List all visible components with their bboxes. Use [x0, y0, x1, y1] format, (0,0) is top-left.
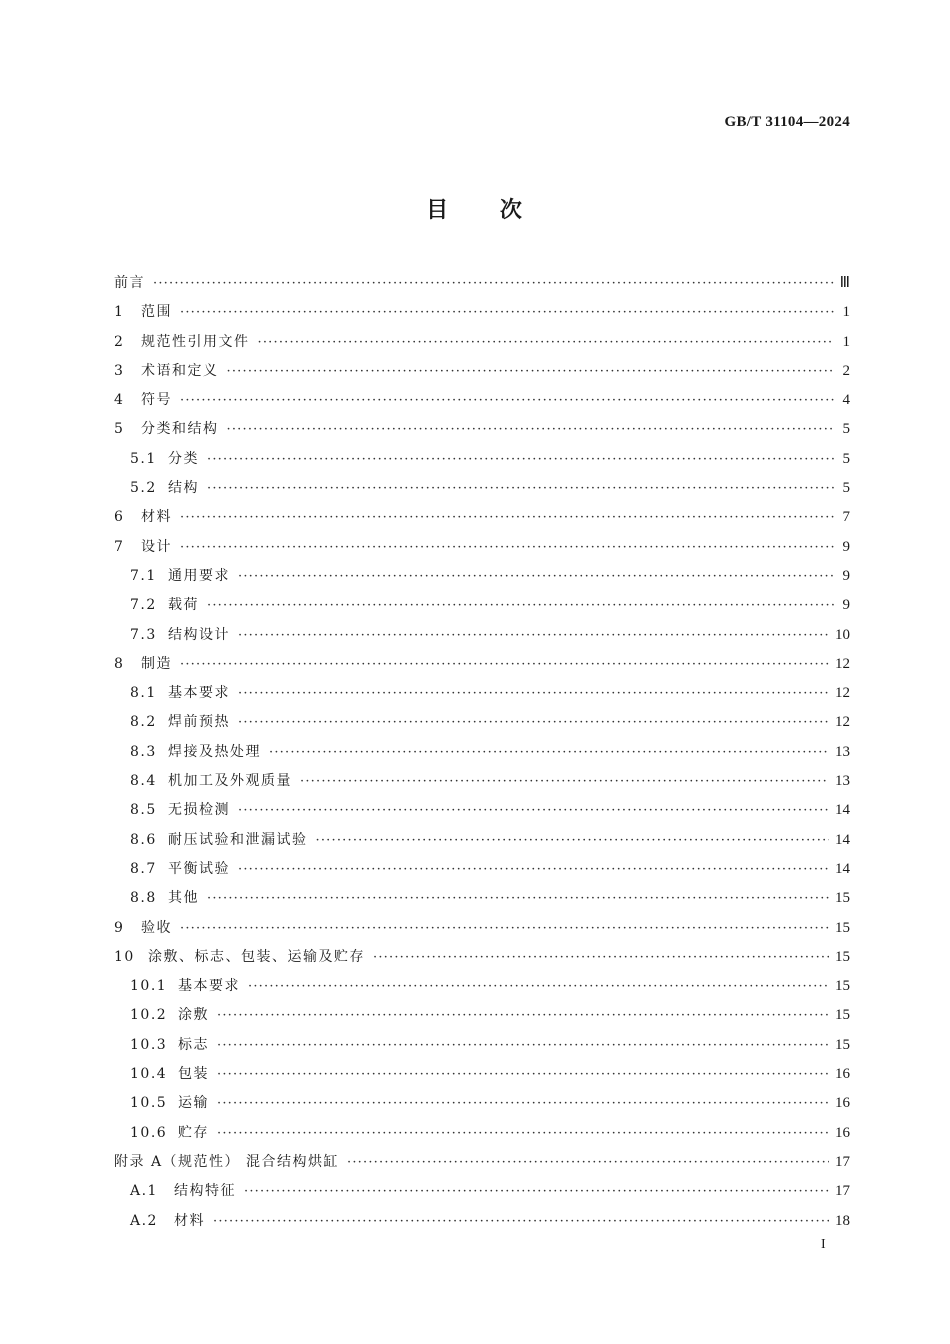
- toc-entry-label: 涂敷、标志、包装、运输及贮存: [148, 948, 365, 965]
- toc-entry[interactable]: [114, 650, 850, 679]
- toc-entry-label: 基本要求: [168, 685, 230, 702]
- toc-leader-dots: [207, 591, 834, 620]
- toc-entry-label: 规范性引用文件: [141, 333, 250, 350]
- toc-subentry[interactable]: [114, 591, 850, 620]
- toc-subentry[interactable]: [114, 1001, 850, 1030]
- toc-leader-dots: [153, 269, 834, 298]
- toc-subentry[interactable]: [114, 1177, 850, 1206]
- toc-entry-number: 3: [114, 362, 125, 379]
- toc-entry-page: 16: [835, 1124, 850, 1141]
- toc-entry-page: 14: [835, 860, 850, 877]
- toc-entry-page: 14: [835, 831, 850, 848]
- toc-entry[interactable]: [114, 357, 850, 386]
- toc-entry-label: 无损检测: [168, 802, 230, 819]
- toc-entry-page: 15: [835, 948, 850, 965]
- toc-entry-number: 5: [114, 421, 125, 438]
- toc-subentry[interactable]: [114, 796, 850, 825]
- toc-entry-page: 4: [842, 392, 850, 409]
- toc-entry-page: 15: [835, 890, 850, 907]
- toc-entry-number: 8.3: [130, 743, 157, 760]
- toc-leader-dots: [180, 298, 834, 327]
- toc-leader-dots: [217, 1060, 829, 1089]
- toc-leader-dots: [238, 621, 829, 650]
- toc-entry-number: 8.2: [130, 714, 157, 731]
- toc-entry-page: 5: [842, 480, 850, 497]
- toc-entry-annex-a[interactable]: [114, 1148, 850, 1177]
- toc-entry-page: 2: [842, 362, 850, 379]
- toc-entry-label: 术语和定义: [141, 362, 219, 379]
- toc-entry-label: 结构设计: [168, 626, 230, 643]
- toc-entry-label: 材料: [141, 509, 172, 526]
- toc-entry-label: 制造: [141, 655, 172, 672]
- toc-entry-page: 17: [835, 1183, 850, 1200]
- toc-entry[interactable]: [114, 328, 850, 357]
- toc-leader-dots: [300, 767, 829, 796]
- toc-entry-page: 9: [842, 567, 850, 584]
- toc-entry-number: 7.2: [130, 597, 157, 614]
- toc-leader-dots: [238, 855, 829, 884]
- toc-entry-page: 16: [835, 1095, 850, 1112]
- toc-entry-page: 12: [835, 714, 850, 731]
- toc-entry[interactable]: [114, 386, 850, 415]
- toc-entry-label: 贮存: [178, 1124, 209, 1141]
- toc-entry-label: 耐压试验和泄漏试验: [168, 831, 308, 848]
- toc-entry-label: 基本要求: [178, 978, 240, 995]
- toc-entry-page: 15: [835, 1036, 850, 1053]
- toc-leader-dots: [180, 503, 834, 532]
- toc-entry-page: 17: [835, 1153, 850, 1170]
- toc-entry-number: 2: [114, 333, 125, 350]
- toc-entry-page: 15: [835, 978, 850, 995]
- toc-entry[interactable]: [114, 503, 850, 532]
- toc-leader-dots: [180, 533, 834, 562]
- toc-entry-page: 1: [842, 304, 850, 321]
- toc-entry-number: 10.4: [130, 1066, 168, 1083]
- toc-leader-dots: [207, 445, 834, 474]
- toc-leader-dots: [217, 1031, 829, 1060]
- toc-entry-page: 10: [835, 626, 850, 643]
- toc-subentry[interactable]: [114, 826, 850, 855]
- toc-entry-label: 材料: [174, 1212, 205, 1229]
- toc-entry-number: 10.2: [130, 1007, 168, 1024]
- toc-entry-page: 5: [842, 421, 850, 438]
- toc-subentry[interactable]: [114, 1060, 850, 1089]
- toc-entry-number: 8.8: [130, 890, 157, 907]
- toc-leader-dots: [217, 1001, 829, 1030]
- toc-entry-number: 8.5: [130, 802, 157, 819]
- toc-subentry[interactable]: [114, 474, 850, 503]
- toc-entry-number: 7: [114, 538, 125, 555]
- toc-subentry[interactable]: [114, 1119, 850, 1148]
- toc-entry-label: 载荷: [168, 597, 199, 614]
- toc-leader-dots: [207, 884, 829, 913]
- toc-subentry[interactable]: [114, 621, 850, 650]
- toc-entry-label: 结构: [168, 480, 199, 497]
- toc-leader-dots: [180, 914, 829, 943]
- toc-entry-label: 附录 A（规范性） 混合结构烘缸: [114, 1153, 340, 1170]
- toc-entry-label: 涂敷: [178, 1007, 209, 1024]
- toc-entry-label: 验收: [141, 919, 172, 936]
- toc-entry-label: 其他: [168, 890, 199, 907]
- toc-entry-number: 5.1: [130, 450, 157, 467]
- toc-entry-number: 10.3: [130, 1036, 168, 1053]
- toc-entry-number: A.2: [130, 1212, 158, 1229]
- toc-subentry[interactable]: [114, 445, 850, 474]
- toc-entry-number: 10.6: [130, 1124, 168, 1141]
- toc-entry-number: 10.5: [130, 1095, 168, 1112]
- toc-entry-label: 分类: [168, 450, 199, 467]
- toc-leader-dots: [238, 708, 829, 737]
- toc-entry-number: 4: [114, 392, 125, 409]
- toc-subentry[interactable]: [114, 708, 850, 737]
- toc-leader-dots: [207, 474, 834, 503]
- toc-entry-label: 运输: [178, 1095, 209, 1112]
- toc-entry-page: 5: [842, 450, 850, 467]
- toc-entry-label: 结构特征: [174, 1183, 236, 1200]
- toc-leader-dots: [238, 562, 834, 591]
- toc-entry-page: 15: [835, 919, 850, 936]
- toc-entry-label: 包装: [178, 1066, 209, 1083]
- toc-leader-dots: [227, 357, 835, 386]
- toc-leader-dots: [347, 1148, 829, 1177]
- toc-entry-number: 1: [114, 304, 125, 321]
- toc-leader-dots: [213, 1207, 829, 1236]
- toc-entry-label: 设计: [141, 538, 172, 555]
- toc-entry-page: 13: [835, 743, 850, 760]
- toc-entry-foreword[interactable]: [114, 269, 850, 298]
- toc-entry-page: 9: [842, 597, 850, 614]
- toc-entry[interactable]: [114, 943, 850, 972]
- toc-entry-number: 8.1: [130, 685, 157, 702]
- toc-entry-number: 5.2: [130, 480, 157, 497]
- toc-entry-label: 分类和结构: [141, 421, 219, 438]
- toc-subentry[interactable]: [114, 738, 850, 767]
- toc-leader-dots: [316, 826, 830, 855]
- toc-entry-label: 焊接及热处理: [168, 743, 261, 760]
- toc-subentry[interactable]: [114, 1207, 850, 1236]
- toc-entry-page: Ⅲ: [839, 275, 850, 291]
- toc-entry-label: 前言: [114, 275, 145, 291]
- toc-entry-page: 18: [835, 1212, 850, 1229]
- toc-entry-label: 焊前预热: [168, 714, 230, 731]
- toc-leader-dots: [248, 972, 829, 1001]
- toc-entry-label: 机加工及外观质量: [168, 773, 292, 790]
- toc-subentry[interactable]: [114, 679, 850, 708]
- toc-subentry[interactable]: [114, 1031, 850, 1060]
- toc-leader-dots: [258, 328, 835, 357]
- toc-entry-number: 10.1: [130, 978, 168, 995]
- toc-entry-number: 8.4: [130, 773, 157, 790]
- toc-entry-number: 7.3: [130, 626, 157, 643]
- toc-entry-number: 8.6: [130, 831, 157, 848]
- footer-page-number: I: [821, 1237, 826, 1252]
- toc-entry-number: A.1: [130, 1183, 158, 1200]
- toc-leader-dots: [269, 738, 829, 767]
- toc-subentry[interactable]: [114, 884, 850, 913]
- toc-entry-label: 范围: [141, 304, 172, 321]
- toc-entry[interactable]: [114, 914, 850, 943]
- toc-entry-number: 7.1: [130, 567, 157, 584]
- toc-entry-page: 16: [835, 1066, 850, 1083]
- toc-entry-label: 平衡试验: [168, 860, 230, 877]
- toc-leader-dots: [238, 679, 829, 708]
- toc-subentry[interactable]: [114, 855, 850, 884]
- toc-entry-number: 6: [114, 509, 125, 526]
- toc-subentry[interactable]: [114, 562, 850, 591]
- toc-entry-page: 14: [835, 802, 850, 819]
- toc-entry[interactable]: [114, 533, 850, 562]
- toc-leader-dots: [180, 386, 834, 415]
- toc-entry-page: 12: [835, 685, 850, 702]
- toc-entry[interactable]: [114, 415, 850, 444]
- toc-leader-dots: [244, 1177, 829, 1206]
- toc-subentry[interactable]: [114, 1089, 850, 1118]
- toc-entry-page: 12: [835, 655, 850, 672]
- toc-subentry[interactable]: [114, 972, 850, 1001]
- toc-entry-number: 9: [114, 919, 125, 936]
- toc-entry-label: 标志: [178, 1036, 209, 1053]
- toc-entry-page: 13: [835, 773, 850, 790]
- toc-subentry[interactable]: [114, 767, 850, 796]
- toc-leader-dots: [238, 796, 829, 825]
- toc-leader-dots: [217, 1119, 829, 1148]
- toc-leader-dots: [373, 943, 829, 972]
- table-of-contents: [114, 269, 850, 1236]
- toc-entry-number: 10: [114, 948, 135, 965]
- toc-leader-dots: [180, 650, 829, 679]
- toc-entry-page: 7: [842, 509, 850, 526]
- toc-entry[interactable]: [114, 298, 850, 327]
- toc-entry-label: 符号: [141, 392, 172, 409]
- toc-entry-page: 15: [835, 1007, 850, 1024]
- toc-leader-dots: [217, 1089, 829, 1118]
- page-title: 目 次: [426, 198, 524, 223]
- toc-entry-label: 通用要求: [168, 567, 230, 584]
- toc-leader-dots: [227, 415, 835, 444]
- toc-entry-number: 8: [114, 655, 125, 672]
- toc-entry-page: 1: [842, 333, 850, 350]
- toc-entry-number: 8.7: [130, 860, 157, 877]
- standard-code: GB/T 31104—2024: [724, 114, 850, 130]
- toc-entry-page: 9: [842, 538, 850, 555]
